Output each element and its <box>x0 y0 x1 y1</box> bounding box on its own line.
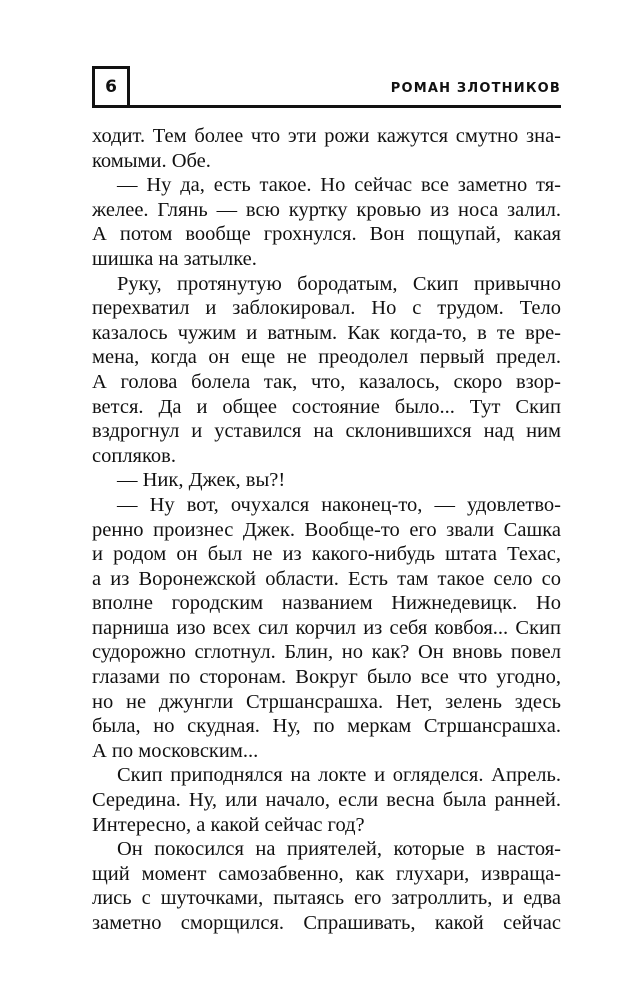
text-line: глазами по сторонам. Вокруг было все что угодно, <box>92 666 561 689</box>
text-line: вполне городским названием Нижнедевицк. Но <box>92 592 561 615</box>
text-line: заметно сморщился. Спрашивать, какой сейчас <box>92 912 561 934</box>
text-line: — Ну вот, очухался наконец-то, — удовлетво- <box>117 493 561 516</box>
text-line: судорожно сглотнул. Блин, но как? Он вновь повел <box>92 641 561 664</box>
text-line: — Ну да, есть такое. Но сейчас все заметно тя- <box>117 174 561 197</box>
text-line: вется. Да и общее состояние было... Тут Скип <box>92 395 561 418</box>
text-line: вздрогнул и уставился на склонившихся над ним <box>92 420 561 443</box>
text-line: А потом вообще грохнулся. Вон пощупай, какая <box>92 223 561 246</box>
text-line: ренно произнес Джек. Вообще-то его звали Сашка <box>92 518 561 541</box>
text-line: была, но скудная. Ну, по меркам Стршансрашха. <box>92 715 561 738</box>
text-line: и родом он был не из какого-нибудь штата Техас, <box>92 543 561 566</box>
text-line: ходит. Тем более что эти рожи кажутся смутно зна- <box>92 125 561 147</box>
text-line: сопляков. <box>92 444 176 467</box>
text-line: комыми. Обе. <box>92 149 211 172</box>
text-line: лись с шуточками, пытаясь его затроллить, и едва <box>92 887 561 910</box>
body-text <box>92 124 561 936</box>
text-line: А голова болела так, что, казалось, скоро взор- <box>92 370 561 393</box>
running-head-author: РОМАН ЗЛОТНИКОВ <box>390 81 561 96</box>
page-number: 6 <box>92 66 130 108</box>
text-line: Скип приподнялся на локте и огляделся. Апрель. <box>117 764 561 787</box>
text-line: Середина. Ну, или начало, если весна была ранней. <box>92 789 561 812</box>
text-line: перехватил и заблокировал. Но с трудом. Тело <box>92 297 561 320</box>
text-line: Он покосился на приятелей, которые в настоя- <box>117 838 561 861</box>
text-line: мена, когда он еще не преодолел первый предел. <box>92 346 561 369</box>
text-line: А по московским... <box>92 739 259 762</box>
text-line: — Ник, Джек, вы?! <box>117 469 286 492</box>
text-line: желее. Глянь — всю куртку кровью из носа залил. <box>92 198 561 221</box>
text-line: Руку, протянутую бородатым, Скип привычно <box>117 272 561 295</box>
text-line: щий момент самозабвенно, как глухари, извраща- <box>92 862 561 885</box>
text-line: казалось чужим и ватным. Как когда-то, в те вре- <box>92 321 561 344</box>
text-line: шишка на затылке. <box>92 247 257 270</box>
text-line: парниша изо всех сил корчил из себя ковбоя... Скип <box>92 616 561 639</box>
text-line: а из Воронежской области. Есть там такое село со <box>92 567 561 590</box>
text-line: но не джунгли Стршансрашха. Нет, зелень здесь <box>92 690 561 713</box>
text-line: Интересно, а какой сейчас год? <box>92 813 365 836</box>
header-rule <box>130 105 561 108</box>
page-header <box>92 66 561 110</box>
